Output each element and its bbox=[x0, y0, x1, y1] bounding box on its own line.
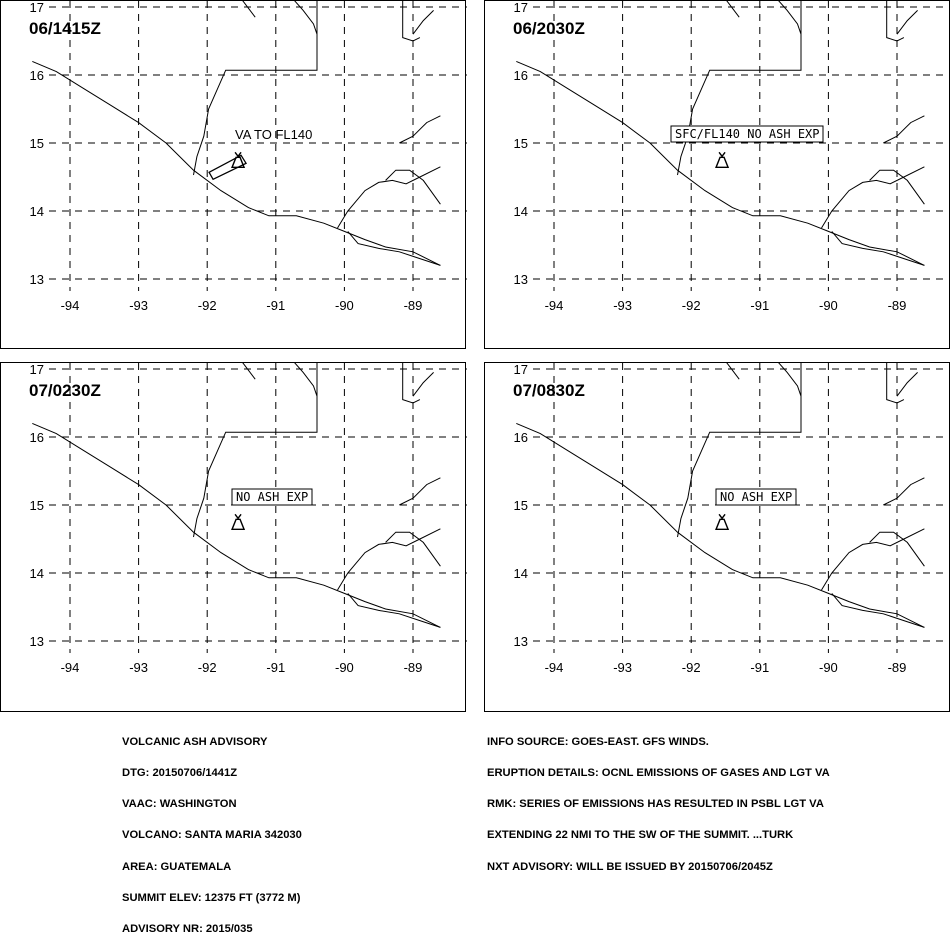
border-line bbox=[399, 116, 440, 143]
border-line bbox=[338, 529, 441, 590]
y-tick-label: 15 bbox=[29, 498, 44, 513]
x-tick-label: -89 bbox=[403, 298, 423, 313]
y-tick-label: 13 bbox=[29, 272, 44, 287]
y-tick-label: 16 bbox=[513, 68, 528, 83]
forecast-annotation: SFC/FL140 NO ASH EXP bbox=[675, 127, 820, 141]
y-tick-label: 16 bbox=[29, 430, 44, 445]
footer-left-line: VAAC: WASHINGTON bbox=[122, 798, 237, 811]
border-line bbox=[678, 363, 802, 537]
y-tick-label: 16 bbox=[513, 430, 528, 445]
volcano-icon bbox=[716, 514, 728, 529]
x-tick-label: -91 bbox=[750, 660, 770, 675]
panel-4 bbox=[484, 362, 950, 712]
valid-time-label: 06/2030Z bbox=[513, 19, 585, 38]
border-line bbox=[702, 363, 740, 379]
border-line bbox=[29, 423, 440, 627]
border-line bbox=[194, 1, 318, 175]
valid-time-label: 07/0230Z bbox=[29, 381, 101, 400]
x-tick-label: -93 bbox=[613, 660, 632, 675]
footer-left-line: DTG: 20150706/1441Z bbox=[122, 767, 238, 780]
x-tick-label: -94 bbox=[60, 298, 80, 313]
x-tick-label: -90 bbox=[335, 660, 354, 675]
x-tick-label: -90 bbox=[335, 298, 354, 313]
x-tick-label: -92 bbox=[681, 298, 701, 313]
footer-right-line: EXTENDING 22 NMI TO THE SW OF THE SUMMIT. ...TURK bbox=[487, 829, 794, 842]
volcano-icon bbox=[716, 152, 728, 167]
y-tick-label: 16 bbox=[29, 68, 44, 83]
panel-3 bbox=[0, 362, 466, 712]
x-tick-label: -89 bbox=[887, 298, 907, 313]
footer-left-line: SUMMIT ELEV: 12375 FT (3772 M) bbox=[122, 891, 301, 904]
footer-left-line: AREA: GUATEMALA bbox=[122, 860, 232, 873]
panel-1 bbox=[0, 0, 466, 349]
x-tick-label: -94 bbox=[544, 660, 564, 675]
border-line bbox=[678, 1, 802, 175]
map-svg bbox=[485, 1, 950, 351]
border-line bbox=[293, 1, 317, 34]
border-line bbox=[413, 10, 434, 34]
x-tick-label: -94 bbox=[60, 660, 80, 675]
border-line bbox=[702, 1, 740, 17]
map-svg bbox=[1, 363, 467, 713]
border-line bbox=[338, 167, 441, 228]
border-line bbox=[29, 61, 440, 265]
x-tick-label: -92 bbox=[197, 298, 217, 313]
border-line bbox=[883, 478, 924, 505]
border-line bbox=[777, 1, 801, 34]
x-tick-label: -93 bbox=[129, 298, 148, 313]
volcano-icon bbox=[232, 514, 244, 529]
map-svg bbox=[485, 363, 950, 713]
forecast-annotation: NO ASH EXP bbox=[236, 490, 309, 504]
x-tick-label: -93 bbox=[129, 660, 148, 675]
advisory-details-block bbox=[487, 716, 830, 882]
footer-right-line: ERUPTION DETAILS: OCNL EMISSIONS OF GASES AND LGT VA bbox=[487, 767, 830, 780]
border-line bbox=[413, 372, 434, 396]
border-line bbox=[777, 363, 801, 396]
footer-left-line: ADVISORY NR: 2015/035 bbox=[122, 923, 253, 936]
y-tick-label: 13 bbox=[513, 634, 528, 649]
y-tick-label: 14 bbox=[29, 566, 44, 581]
footer-right-line: INFO SOURCE: GOES-EAST. GFS WINDS. bbox=[487, 735, 709, 748]
x-tick-label: -89 bbox=[887, 660, 907, 675]
panel-2 bbox=[484, 0, 950, 349]
border-line bbox=[218, 1, 256, 17]
border-line bbox=[194, 363, 318, 537]
x-tick-label: -94 bbox=[544, 298, 564, 313]
y-tick-label: 15 bbox=[513, 136, 528, 151]
footer-right-line: RMK: SERIES OF EMISSIONS HAS RESULTED IN PSBL LGT VA bbox=[487, 798, 824, 811]
advisory-header-block bbox=[122, 716, 302, 945]
x-tick-label: -90 bbox=[819, 660, 838, 675]
border-line bbox=[399, 478, 440, 505]
border-line bbox=[822, 167, 925, 228]
x-tick-label: -90 bbox=[819, 298, 838, 313]
forecast-annotation: VA TO FL140 bbox=[235, 127, 313, 142]
y-tick-label: 17 bbox=[513, 1, 528, 15]
border-line bbox=[883, 116, 924, 143]
x-tick-label: -91 bbox=[750, 298, 770, 313]
x-tick-label: -92 bbox=[681, 660, 701, 675]
border-line bbox=[897, 372, 918, 396]
border-line bbox=[293, 363, 317, 396]
valid-time-label: 07/0830Z bbox=[513, 381, 585, 400]
y-tick-label: 15 bbox=[513, 498, 528, 513]
y-tick-label: 17 bbox=[29, 1, 44, 15]
forecast-annotation: NO ASH EXP bbox=[720, 490, 793, 504]
x-tick-label: -89 bbox=[403, 660, 423, 675]
y-tick-label: 17 bbox=[513, 363, 528, 377]
y-tick-label: 14 bbox=[29, 204, 44, 219]
footer-left-line: VOLCANO: SANTA MARIA 342030 bbox=[122, 829, 302, 842]
border-line bbox=[218, 363, 256, 379]
y-tick-label: 15 bbox=[29, 136, 44, 151]
y-tick-label: 13 bbox=[513, 272, 528, 287]
x-tick-label: -93 bbox=[613, 298, 632, 313]
y-tick-label: 14 bbox=[513, 204, 528, 219]
valid-time-label: 06/1415Z bbox=[29, 19, 101, 38]
footer-left-line: VOLCANIC ASH ADVISORY bbox=[122, 735, 268, 748]
y-tick-label: 17 bbox=[29, 363, 44, 377]
y-tick-label: 13 bbox=[29, 634, 44, 649]
y-tick-label: 14 bbox=[513, 566, 528, 581]
x-tick-label: -91 bbox=[266, 298, 286, 313]
footer-right-line: NXT ADVISORY: WILL BE ISSUED BY 20150706/2045Z bbox=[487, 860, 773, 873]
border-line bbox=[897, 10, 918, 34]
border-line bbox=[822, 529, 925, 590]
border-line bbox=[513, 423, 924, 627]
x-tick-label: -92 bbox=[197, 660, 217, 675]
border-line bbox=[513, 61, 924, 265]
map-svg bbox=[1, 1, 467, 351]
x-tick-label: -91 bbox=[266, 660, 286, 675]
